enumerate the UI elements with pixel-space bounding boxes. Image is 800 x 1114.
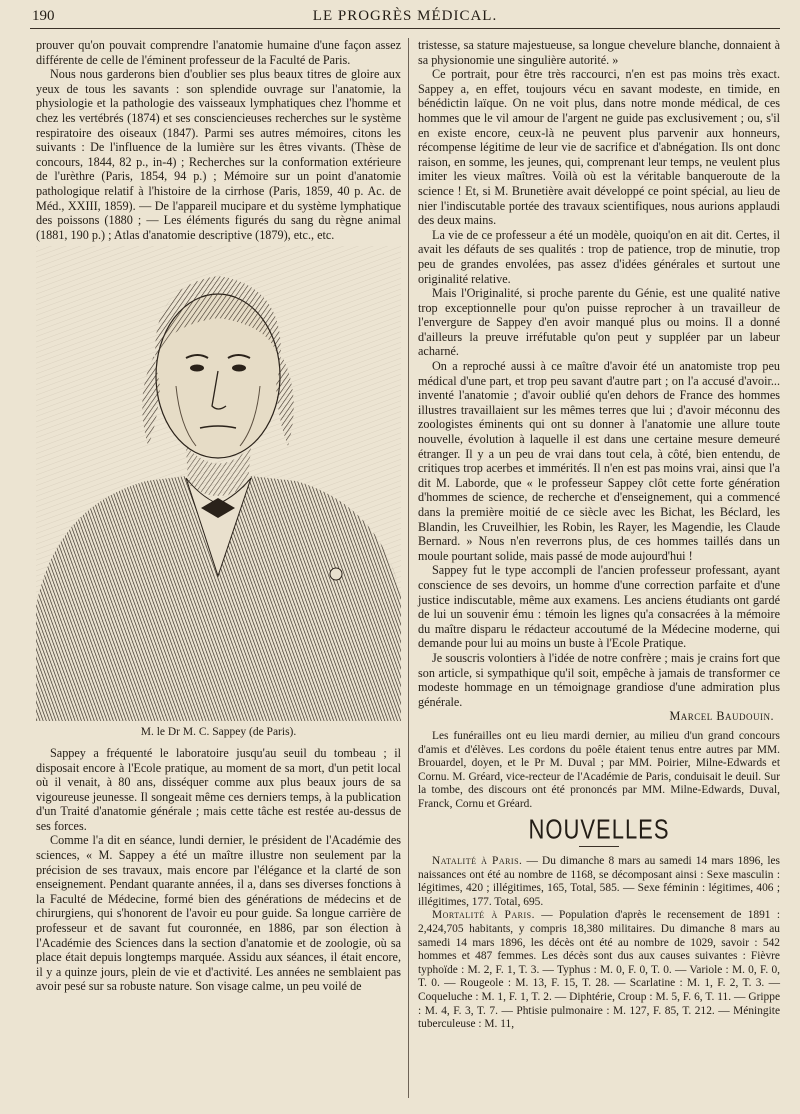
section-divider [579,846,619,847]
news-heading: Natalité à Paris. [432,855,523,868]
column-divider [408,38,409,1098]
right-paragraph: Mais l'Originalité, si proche parente du Génie, est une qualité native trop exceptionnelle pour qu'on puisse reprocher à un travailleur de l'envergure de Sappey d'en avoir manqué plus ou moins. Il a donné d'ailleurs la preuve irréfutable qu'on peut y suppléer par un labeur acharné. [418,286,780,359]
left-paragraph: Nous nous garderons bien d'oublier ses plus beaux titres de gloire aux yeux de tous les savants : son splendide ouvrage sur l'anatomie, la physiologie et la pathologie des vaisseaux lymphatiques chez l'homme et chez les vertébrés (1874) et ses consciencieuses recherches sur le système respiratoire des oiseaux (1847). Parmi ses autres mémoires, citons les suivants : De l'influence de la lumière sur les êtres vivants. (Thèse de concours, 1844, 82 p., in-4) ; Recherches sur la conformation extérieure de l'urèthre (Paris, 1854, 94 p.) ; Mémoire sur un point d'anatomie pathologique relatif à l'histoire de la cirrhose (Paris, 1859, 40 p. Ac. de Méd., XXIII, 1859). — De l'appareil mucipare et du système lymphatique des poissons (1880 ; — Les éléments figurés du sang du règne animal (1881, 190 p.) ; Atlas d'anatomie descriptive (1879), etc., etc. [36,67,401,242]
page-number: 190 [32,8,55,24]
right-paragraph: Je souscris volontiers à l'idée de notre confrère ; mais je crains fort que son article, si sympathique qu'il soit, empêche à jamais de transformer ce modeste hommage en un témoignage grandiose d'une admiration plus générale. [418,650,780,709]
right-paragraph: Sappey fut le type accompli de l'ancien professeur professant, ayant conscience de ses devoirs, un homme d'une correction parfaite et d'une justice indiscutable, même aux examens. Les anciens étudiants ont gardé de lui un souvenir ému : témoin les lignes qu'a consacrées à la mémoire du maître disparu le rédacteur accoutumé de la Médecine moderne, qui demande pour lui au moins un buste à l'Ecole Pratique. [418,563,780,651]
right-paragraph: On a reproché aussi à ce maître d'avoir été un anatomiste trop peu médical d'une part, et trop peu savant d'autre part ; on l'a accusé d'avoir... inventé l'anatomie ; d'avoir oublié qu'en dehors de France des hommes illustres travaillaient sur les mêmes terres que lui ; d'avoir méconnu des zoologistes éminents qui ont su donner à l'anatomie une allure toute nouvelle, évolution à laquelle il est dans une certaine mesure demeuré étranger. Il y a un peu de vrai dans tout cela, à côté, bien entendu, de critiques trop acerbes et immérités. Il n'en est pas moins vrai, ainsi que l'a dit M. Laborde, que « le professeur Sappey clôt cette forte génération d'hommes de science, de recherche et d'enseignement, qui a commencé dans la première moitié de ce siècle avec les Bichat, les Béclard, les Blandin, les Cruveilhier, les Robin, les Rayer, les Magendie, les Claude Bernard. » Nous n'en reverrons plus, de ces hommes taillés dans un moule pourtant solide, mais passé de mode aujourd'hui ! [418,359,780,563]
left-paragraph: prouver qu'on pouvait comprendre l'anatomie humaine d'une façon assez différente de celle de l'éminent professeur de la Faculté de Paris. [36,38,401,67]
news-text: — Population d'après le recensement de 1891 : 2,424,705 habitants, y compris 18,380 militaires. Du dimanche 8 mars au samedi 14 mars 1896, les décès ont été au nombre de 1029, savoir : 542 hommes et 487 femmes. Les décès sont dus aux causes suivantes : Fièvre typhoïde : M. 2, F. 1, T. 3. — Typhus : M. 0, F. 0, T. 0. — Variole : M. 0, F. 0, T. 0. — Rougeole : M. 13, F. 15, T. 28. — Scarlatine : M. 1, F. 2, T. 3. — Coqueluche : M. 1, F. 1, T. 2. — Diphtérie, Croup : M. 5, F. 6, T. 11. — Grippe : M. 4, F. 3, T. 7. — Phtisie pulmonaire : M. 127, F. 85, T. 212. — Méningite tuberculeuse : M. 11, [418,909,780,1031]
news-item [418,909,780,1031]
news-item [418,855,780,909]
right-paragraph: Ce portrait, pour être très raccourci, n'en est pas moins très exact. Sappey a, en effet, toujours vécu en savant modeste, en timide, en bénédictin laïque. On ne voit plus, dans notre monde médical, de ces hommes que le vil amour de l'argent ne guide pas exclusivement ; ou, s'il en existe encore, ceux-là ne peuvent plus parvenir aux honneurs, récompense légitime de leur vie de sacrifice et d'abnégation. Ils ont donc raison, en somme, les jeunes, qui, comprenant leur temps, ne veulent plus imiter les vieux maîtres. Voilà où est la véritable banqueroute de la science ! Et, si M. Brunetière avait développé ce point spécial, au lieu de nier l'indiscutable portée des travaux scientifiques, nous aurions applaudi des deux mains. [418,67,780,228]
left-column [36,38,401,994]
running-header [30,6,780,29]
right-paragraph: La vie de ce professeur a été un modèle, quoiqu'on en ait dit. Certes, il avait les défauts de ses qualités : trop de patience, trop de minutie, trop peu de grandes envolées, pas assez d'idées générales et surtout une originalité relative. [418,227,780,286]
section-title: NOUVELLES [528,814,670,846]
portrait-engraving [36,246,401,721]
funeral-paragraph: Les funérailles ont eu lieu mardi dernier, au milieu d'un grand concours d'amis et d'élèves. Les cordons du poêle étaient tenus entre autres par MM. Brouardel, doyen, et le Pr M. Duval ; par MM. Poirier, Milne-Edwards et Cornu. M. Gréard, vice-recteur de l'Académie de Paris, conduisait le deuil. Sur la tombe, des discours ont été prononcés par MM. Milne-Edwards, Duval, Franck, Cornu et Gréard. [418,729,780,810]
left-paragraph: Sappey a fréquenté le laboratoire jusqu'au seuil du tombeau ; il disposait encore à l'Ecole pratique, au moment de sa mort, d'un petit local où il venait, à 80 ans, disséquer comme aux plus beaux jours de sa vigoureuse jeunesse. Il songeait même ces derniers temps, à la publication d'un Traité d'anatomie générale ; mais cette tâche est restée au-dessus de ses forces. [36,745,401,833]
right-paragraph: tristesse, sa stature majestueuse, sa longue chevelure blanche, donnaient à sa physionomie une singulière autorité. » [418,38,780,67]
left-paragraph: Comme l'a dit en séance, lundi dernier, le président de l'Académie des sciences, « M. Sappey a été un maître illustre non seulement par la précision de ses travaux, mais encore par l'élégance et la clarté de son enseignement. Pendant quarante années, il a, dans ses diverses fonctions à la Faculté de Médecine, formé bien des générations de médecins et de chirurgiens, qui s'honorent de l'avoir eu pour guide. Sa longue carrière de professeur et de savant fut couronnée, en 1886, par son élection à l'Académie des Sciences dans la section d'anatomie et de zoologie, où sa place était depuis longtemps marquée. Assidu aux séances, il était encore, il y a quinze jours, plein de vie et d'activité. Les années ne semblaient pas avoir pesé sur sa robuste nature. Son visage calme, un peu voilé de [36,833,401,994]
author-signature: Marcel Baudouin. [669,709,774,724]
news-heading: Mortalité à Paris. [432,909,535,922]
right-column [418,38,780,1032]
portrait-caption: M. le Dr M. C. Sappey (de Paris). [140,726,297,739]
news-text: — Du dimanche 8 mars au samedi 14 mars 1896, les naissances ont été au nombre de 1168, se décomposant ainsi : Sexe masculin : légitimes, 420 ; illégitimes, 165, Total, 585. — Sexe féminin : légitimes, 406 ; illégitimes, 177. Total, 695. [418,855,780,908]
journal-title: LE PROGRÈS MÉDICAL. [312,8,498,24]
